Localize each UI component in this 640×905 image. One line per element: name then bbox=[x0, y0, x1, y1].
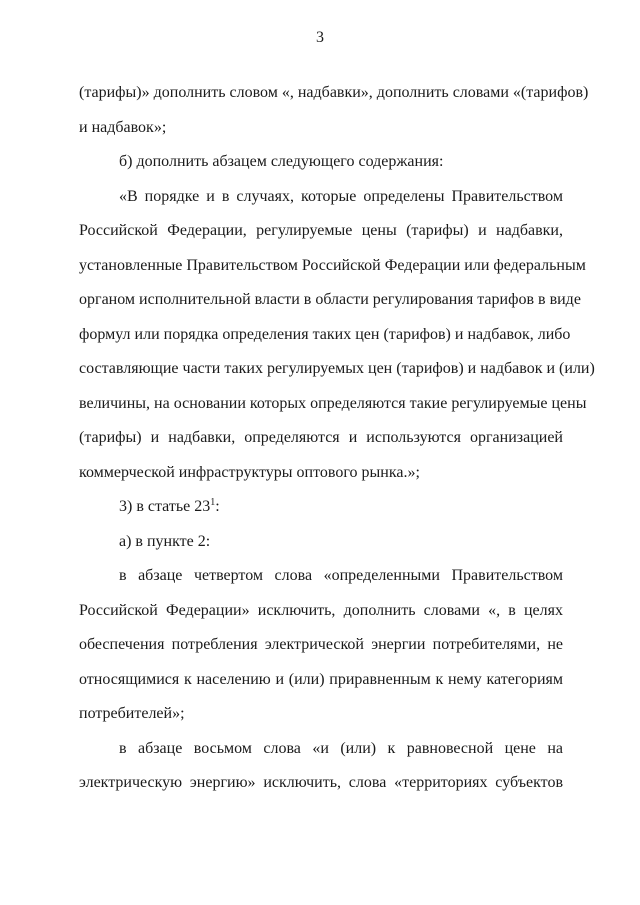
text-line: потребителей»; bbox=[79, 705, 185, 722]
article-heading-text: 3) в статье 23 bbox=[119, 498, 211, 515]
document-body bbox=[79, 76, 595, 801]
text-line: формул или порядка определения таких цен (тарифов) и надбавок, либо bbox=[79, 325, 571, 343]
text-line: а) в пункте 2: bbox=[119, 532, 211, 550]
text-line: в абзаце четвертом слова «определенными Правительством bbox=[119, 567, 563, 584]
article-heading-colon: : bbox=[215, 498, 220, 515]
text-line: электрическую энергию» исключить, слова «территориях субъектов bbox=[79, 774, 563, 791]
page-number: 3 bbox=[316, 29, 324, 46]
article-superscript: 1 bbox=[210, 497, 216, 508]
text-line: в абзаце восьмом слова «и (или) к равновесной цене на bbox=[119, 739, 563, 757]
paragraph-block-2 bbox=[79, 525, 563, 801]
text-line: обеспечения потребления электрической энергии потребителями, не bbox=[79, 636, 563, 653]
text-line: величины, на основании которых определяются такие регулируемые цены bbox=[79, 394, 587, 412]
text-line: органом исполнительной власти в области регулирования тарифов в виде bbox=[79, 291, 581, 308]
paragraph-block-1 bbox=[79, 76, 595, 490]
text-line: б) дополнить абзацем следующего содержания: bbox=[119, 153, 444, 170]
text-line: (тарифы) и надбавки, определяются и используются организацией bbox=[79, 429, 563, 446]
text-line: Российской Федерации» исключить, дополнить словами «, в целях bbox=[79, 601, 563, 619]
text-line: относящимися к населению и (или) приравненным к нему категориям bbox=[79, 670, 563, 688]
text-line: установленные Правительством Российской Федерации или федеральным bbox=[79, 256, 586, 274]
text-line: составляющие части таких регулируемых цен (тарифов) и надбавок и (или) bbox=[79, 360, 595, 377]
text-line: «В порядке и в случаях, которые определены Правительством bbox=[119, 187, 563, 205]
text-line: и надбавок»; bbox=[79, 118, 167, 136]
text-line: (тарифы)» дополнить словом «, надбавки», дополнить словами «(тарифов) bbox=[79, 84, 589, 101]
text-line: Российской Федерации, регулируемые цены (тарифы) и надбавки, bbox=[79, 222, 563, 239]
article-heading bbox=[79, 490, 563, 525]
text-line: коммерческой инфраструктуры оптового рынка.»; bbox=[79, 463, 420, 481]
